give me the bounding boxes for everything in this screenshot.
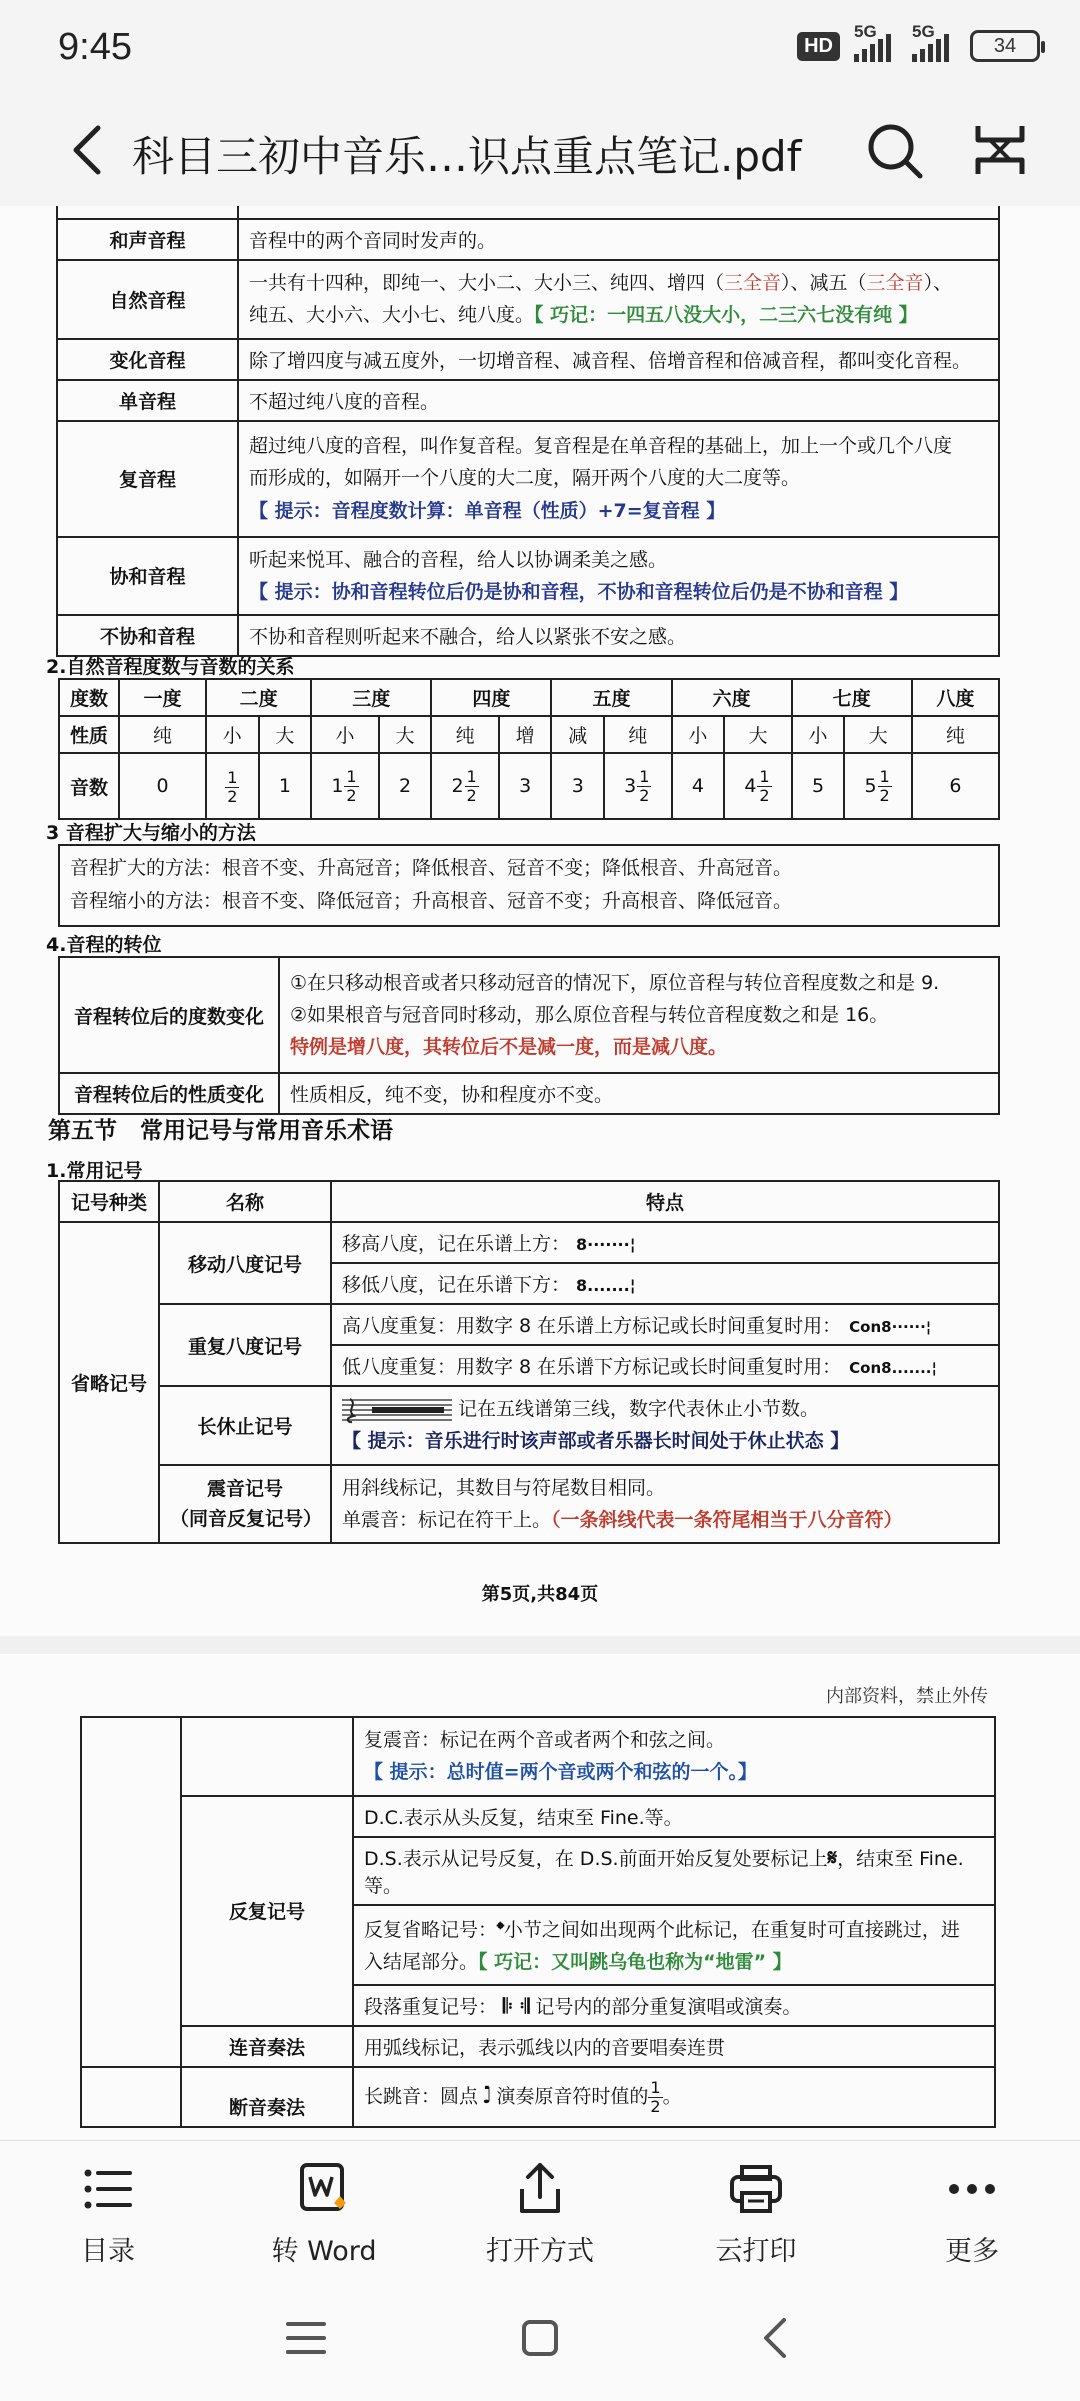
chevron-left-icon	[748, 2310, 804, 2366]
open-with-button[interactable]	[432, 2141, 648, 2282]
quality-cell: 小	[672, 716, 725, 753]
segno-icon: 𝄋	[827, 1845, 838, 1871]
more-button[interactable]	[864, 2141, 1080, 2282]
symbol-name: 连音奏法	[181, 2026, 353, 2067]
list-icon	[78, 2159, 138, 2219]
symbol-name: 移动八度记号	[159, 1222, 331, 1304]
interval-label: 和声音程	[57, 219, 238, 260]
toolbar-label: 转 Word	[271, 2236, 377, 2267]
degree-header: 五度	[551, 679, 671, 716]
system-nav-bar	[0, 2282, 1080, 2401]
toolbar-label: 打开方式	[486, 2236, 594, 2267]
expand-icon	[968, 118, 1032, 182]
degree-header: 一度	[119, 679, 206, 716]
interval-label: 变化音程	[57, 339, 238, 380]
interval-text: 除了增四度与减五度外，一切增音程、减音程、倍增音程和倍减音程，都叫变化音程。	[238, 339, 999, 380]
semitone-cell: 1 $\frac{1}{2}$	[311, 753, 379, 819]
semitone-cell: 3 $\frac{1}{2}$	[604, 753, 672, 819]
symbol-name: 断音奏法	[181, 2067, 353, 2127]
degree-table: 度数 一度 二度 三度 四度 五度 六度 七度 八度 性质 纯 小 大 小 大 纯 增 减 纯 小 大 小 大 纯 音数 0 $\frac{1}{2}$ 1 1 $\frac{1}{2}$ 2 2 $\frac{1}{2}$ 3 3 3 $\frac{1}{2}$ 4 4 $\frac{1}{2}$ 5 5 $\frac{1}{2}$ 6	[58, 678, 1000, 820]
page-footer: 第5页,共84页	[481, 1584, 599, 1605]
page-note: 内部资料，禁止外传	[826, 1686, 988, 1707]
interval-label: 不协和音程	[57, 615, 238, 656]
quality-cell: 小	[206, 716, 259, 753]
degree-header: 七度	[792, 679, 912, 716]
pdf-page-6	[0, 1654, 1080, 2140]
print-icon	[726, 2159, 786, 2219]
interval-text: 音程中的两个音同时发声的。	[238, 219, 999, 260]
interval-text: 听起来悦耳、融合的音程，给人以协调柔美之感。 【 提示：协和音程转位后仍是协和音程，不协和音程转位后仍是不协和音程 】	[238, 537, 999, 616]
document-viewer[interactable]	[0, 206, 1080, 2140]
semitone-cell: 2	[379, 753, 432, 819]
convert-word-icon	[294, 2159, 354, 2219]
quality-cell: 增	[499, 716, 552, 753]
semitone-cell: $\frac{1}{2}$	[206, 753, 259, 819]
interval-text: 超过纯八度的音程，叫作复音程。复音程是在单音程的基础上，加上一个或几个八度 而形成的，如隔开一个八度的大二度，隔开两个八度的大二度等。 【 提示：音程度数计算：单音程（性质）+7=复音程 】	[238, 421, 999, 537]
toolbar-label: 更多	[945, 2236, 999, 2267]
recent-apps-button[interactable]	[278, 2310, 334, 2366]
interval-label: 复音程	[57, 421, 238, 537]
chapter-title: 第五节 常用记号与常用音乐术语	[48, 1118, 393, 1144]
signal-1-icon: 5G	[854, 30, 898, 62]
semitone-cell: 3	[551, 753, 604, 819]
inversion-label: 音程转位后的性质变化	[59, 1073, 279, 1114]
section-title: 1.常用记号	[46, 1160, 143, 1182]
home-button[interactable]	[512, 2310, 568, 2366]
interval-text: 一共有十四种，即纯一、大小二、大小三、纯四、增四（三全音）、减五（三全音）、 纯五、大小六、大小七、纯八度。【 巧记：一四五八没大小，二三六七没有纯 】	[238, 260, 999, 339]
hd-badge: HD	[797, 32, 840, 61]
inversion-label: 音程转位后的度数变化	[59, 957, 279, 1073]
degree-header: 二度	[206, 679, 311, 716]
method-line: 音程扩大的方法：根音不变、升高冠音；降低根音、冠音不变；降低根音、升高冠音。	[70, 857, 793, 879]
toc-button[interactable]	[0, 2141, 216, 2282]
section-title: 3 音程扩大与缩小的方法	[46, 822, 256, 844]
back-button[interactable]	[56, 118, 120, 182]
toolbar-label: 目录	[81, 2236, 135, 2267]
symbols-table: 记号种类 名称 特点 省略记号 移动八度记号 移高八度，记在乐谱上方： 8·······¦ 移低八度，记在乐谱下方： 8.......¦ 重复八度记号 高八度重复：用数字 8 在乐谱上方标记或长时间重复时用： Con8······¦ 低八度重复：用数字 8 在乐谱下方标记或长时间重复时用： Con8.......¦ 长休止记号 记在五线谱第三线，数字代表休止小节数。 【 提示：音乐进行时该声部或者乐器长时间处于休止状态 】 震音记号 （同音反复记号） 用斜线标记，其数目与符尾数目相同。 单震音：标记在符干上。（一条斜线代表一条符尾相当于八分音符）	[58, 1180, 1000, 1544]
semitone-cell: 5	[792, 753, 845, 819]
semitone-cell: 4 $\frac{1}{2}$	[724, 753, 792, 819]
battery-icon: 34	[970, 30, 1040, 62]
symbols-table-continued: 复震音：标记在两个音或者两个和弦之间。 【 提示：总时值=两个音或两个和弦的一个。】 反复记号 D.C.表示从头反复，结束至 Fine.等。 D.S.表示从记号反复，在 D.S.前面开始反复处要标记上𝄋，结束至 Fine.等。 反复省略记号：𝄌小节之间如出现两个此标记，在重复时可直接跳过，进 入结尾部分。【 巧记：又叫跳乌龟也称为“地雷” 】 段落重复记号： 𝄆 𝄇 记号内的部分重复演唱或演奏。 连音奏法 用弧线标记，表示弧线以内的音要唱奏连贯 断音奏法 长跳音：圆点 ♩̇ 演奏原音符时值的 $\frac{1}{2}$ 。	[80, 1716, 996, 2128]
semitone-cell: 5 $\frac{1}{2}$	[844, 753, 912, 819]
semitone-cell: 3	[499, 753, 552, 819]
quality-cell: 大	[724, 716, 792, 753]
interval-text: 不超过纯八度的音程。	[238, 380, 999, 421]
signal-2-icon: 5G	[912, 30, 956, 62]
quality-cell: 小	[792, 716, 845, 753]
status-time: 9:45	[58, 26, 132, 68]
quality-cell: 小	[311, 716, 379, 753]
degree-header: 六度	[672, 679, 792, 716]
degree-header: 三度	[311, 679, 431, 716]
section-title: 2.自然音程度数与音数的关系	[46, 656, 295, 678]
quality-cell: 纯	[431, 716, 499, 753]
quality-cell: 大	[379, 716, 432, 753]
search-icon	[862, 118, 926, 182]
interval-label: 协和音程	[57, 537, 238, 616]
menu-icon	[278, 2310, 334, 2366]
pdf-page-5	[0, 206, 1080, 1636]
chevron-left-icon	[56, 118, 120, 182]
expand-button[interactable]	[968, 118, 1032, 182]
semitone-cell: 2 $\frac{1}{2}$	[431, 753, 499, 819]
section-title: 4.音程的转位	[46, 934, 162, 956]
semitone-cell: 0	[119, 753, 206, 819]
quality-cell: 纯	[119, 716, 206, 753]
quality-cell: 纯	[912, 716, 999, 753]
quality-cell: 纯	[604, 716, 672, 753]
symbol-category: 省略记号	[59, 1222, 159, 1543]
degree-header: 四度	[431, 679, 551, 716]
bottom-toolbar	[0, 2140, 1080, 2282]
symbol-name: 反复记号	[181, 1796, 353, 2027]
symbol-name: 重复八度记号	[159, 1304, 331, 1386]
inversion-table: 音程转位后的度数变化 ①在只移动根音或者只移动冠音的情况下，原位音程与转位音程度数之和是 9. ②如果根音与冠音同时移动，那么原位音程与转位音程度数之和是 16。 特例是增八度，其转位后不是减一度，而是减八度。 音程转位后的性质变化 性质相反，纯不变，协和程度亦不变。	[58, 956, 1000, 1115]
more-icon	[942, 2159, 1002, 2219]
interval-method-table	[58, 844, 1000, 927]
convert-word-button[interactable]	[216, 2141, 432, 2282]
symbol-name: 长休止记号	[159, 1386, 331, 1465]
status-bar	[0, 0, 1080, 96]
nav-back-button[interactable]	[748, 2310, 804, 2366]
coda-icon: 𝄌	[497, 1916, 504, 1941]
share-icon	[510, 2159, 570, 2219]
symbol-name: 震音记号 （同音反复记号）	[159, 1465, 331, 1544]
toolbar-label: 云打印	[715, 2236, 797, 2267]
interval-text: 不协和音程则听起来不融合，给人以紧张不安之感。	[238, 615, 999, 656]
home-icon	[512, 2310, 568, 2366]
interval-label: 单音程	[57, 380, 238, 421]
degree-header: 八度	[912, 679, 999, 716]
method-line: 音程缩小的方法：根音不变、降低冠音；升高根音、冠音不变；升高根音、降低冠音。	[70, 890, 793, 913]
repeat-bar-icon: 𝄆 𝄇	[503, 1994, 530, 2019]
quality-cell: 大	[259, 716, 312, 753]
semitone-cell: 1	[259, 753, 312, 819]
title-bar	[0, 96, 1080, 206]
status-icons	[797, 22, 1040, 62]
cloud-print-button[interactable]	[648, 2141, 864, 2282]
semitone-cell: 4	[672, 753, 725, 819]
interval-label: 自然音程	[57, 260, 238, 339]
quality-cell: 减	[551, 716, 604, 753]
search-button[interactable]	[862, 118, 926, 182]
document-title: 科目三初中音乐…识点重点笔记.pdf	[132, 132, 802, 181]
staccato-note-icon: ♩̇	[482, 2083, 493, 2109]
multi-rest-icon	[342, 1396, 452, 1424]
interval-table	[56, 206, 1000, 657]
quality-cell: 大	[844, 716, 912, 753]
semitone-cell: 6	[912, 753, 999, 819]
